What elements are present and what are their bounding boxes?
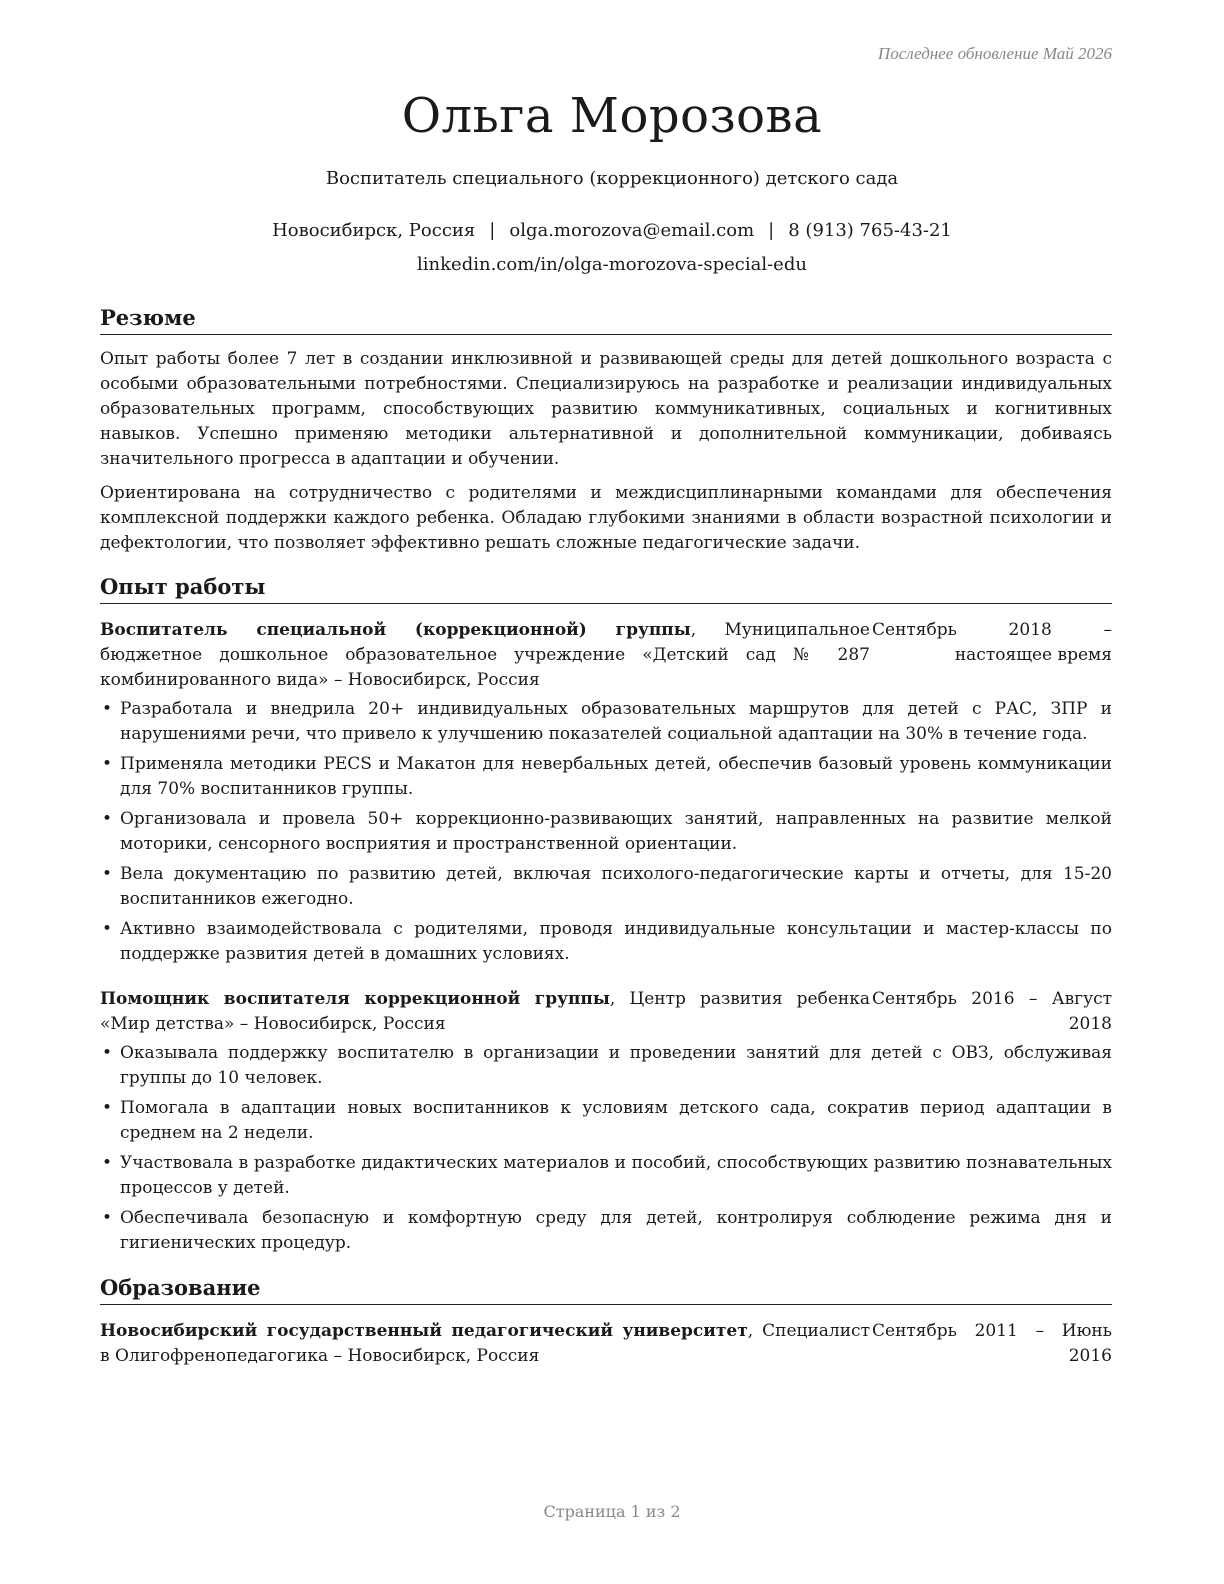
- job-achievements: [100, 1041, 1112, 1256]
- list-item: • Применяла методики PECS и Макатон для невербальных детей, обеспечив базовый уровень коммуникации для 70% воспитанников группы.: [100, 752, 1112, 802]
- summary-section: [100, 304, 1112, 556]
- experience-section: [100, 573, 1112, 1261]
- list-item: • Помогала в адаптации новых воспитанников к условиям детского сада, сократив период адаптации в среднем на 2 недели.: [100, 1096, 1112, 1146]
- job-employer: , Центр развития ребенка «Мир детства» – Новосибирск, Россия: [100, 989, 870, 1034]
- section-title-education: Образование: [100, 1274, 1112, 1305]
- job-achievements: [100, 697, 1112, 967]
- list-item: • Организовала и провела 50+ коррекционно-развивающих занятий, направленных на развитие мелкой моторики, сенсорного восприятия и пространственной ориентации.: [100, 807, 1112, 857]
- job-header: [100, 618, 1112, 693]
- job-entry: [100, 987, 1112, 1256]
- education-details: , Специалист в Олигофренопедагогика – Новосибирск, Россия: [100, 1321, 870, 1366]
- contact-line: [0, 220, 1224, 241]
- education-entry: [100, 1319, 1112, 1369]
- page-number: Страница 1 из 2: [543, 1502, 681, 1521]
- phone: 8 (913) 765-43-21: [788, 220, 952, 241]
- summary-paragraph: Опыт работы более 7 лет в создании инклюзивной и развивающей среды для детей дошкольного возраста с особыми образовательными потребностями. Специализируюсь на разработке и реализации индивидуальных образовательных программ, способствующих развитию коммуникативных, социальных и когнитивных навыков. Успешно применяю методики альтернативной и дополнительной коммуникации, добиваясь значительного прогресса в адаптации и обучении.: [100, 349, 1112, 469]
- list-item: • Разработала и внедрила 20+ индивидуальных образовательных маршрутов для детей с РАС, ЗПР и нарушениями речи, что привело к улучшению показателей социальной адаптации на 30% в течение года.: [100, 697, 1112, 747]
- job-entry: [100, 618, 1112, 967]
- list-item: • Обеспечивала безопасную и комфортную среду для детей, контролируя соблюдение режима дня и гигиенических процедур.: [100, 1206, 1112, 1256]
- job-description: [100, 618, 870, 693]
- job-position: Помощник воспитателя коррекционной группы: [100, 989, 610, 1009]
- email-link[interactable]: olga.morozova@email.com: [509, 220, 755, 241]
- summary-paragraph: Ориентирована на сотрудничество с родителями и междисциплинарными командами для обеспечения комплексной поддержки каждого ребенка. Обладаю глубокими знаниями в области возрастной психологии и дефектологии, что позволяет эффективно решать сложные педагогические задачи.: [100, 483, 1112, 553]
- education-institution: Новосибирский государственный педагогический университет: [100, 1321, 748, 1341]
- linkedin-link[interactable]: linkedin.com/in/olga-morozova-special-edu: [417, 254, 807, 275]
- location: Новосибирск, Россия: [272, 220, 476, 241]
- last-updated: Последнее обновление Май 2026: [877, 44, 1112, 63]
- list-item: • Вела документацию по развитию детей, включая психолого-педагогические карты и отчеты, для 15-20 воспитанников ежегодно.: [100, 862, 1112, 912]
- list-item: • Оказывала поддержку воспитателю в организации и проведении занятий для детей с ОВЗ, обслуживая группы до 10 человек.: [100, 1041, 1112, 1091]
- section-title-experience: Опыт работы: [100, 573, 1112, 604]
- list-item: • Участвовала в разработке дидактических материалов и пособий, способствующих развитию познавательных процессов у детей.: [100, 1151, 1112, 1201]
- job-dates: Сентябрь 2018 – настоящее время: [872, 620, 1112, 665]
- job-description: [100, 987, 870, 1037]
- section-title-summary: Резюме: [100, 304, 1112, 335]
- separator: |: [768, 220, 775, 241]
- job-position: Воспитатель специальной (коррекционной) группы: [100, 620, 691, 640]
- job-title-subtitle: Воспитатель специального (коррекционного) детского сада: [325, 168, 899, 189]
- education-dates: Сентябрь 2011 – Июнь 2016: [872, 1321, 1112, 1366]
- candidate-name: Ольга Морозова: [401, 88, 823, 144]
- job-dates: Сентябрь 2016 – Август 2018: [872, 989, 1112, 1034]
- job-employer: , Муниципальное бюджетное дошкольное образовательное учреждение «Детский сад № 287 комбинированного вида» – Новосибирск, Россия: [100, 620, 870, 690]
- job-header: [100, 987, 1112, 1037]
- education-section: [100, 1274, 1112, 1369]
- separator: |: [489, 220, 496, 241]
- education-description: [100, 1319, 870, 1369]
- list-item: • Активно взаимодействовала с родителями, проводя индивидуальные консультации и мастер-классы по поддержке развития детей в домашних условиях.: [100, 917, 1112, 967]
